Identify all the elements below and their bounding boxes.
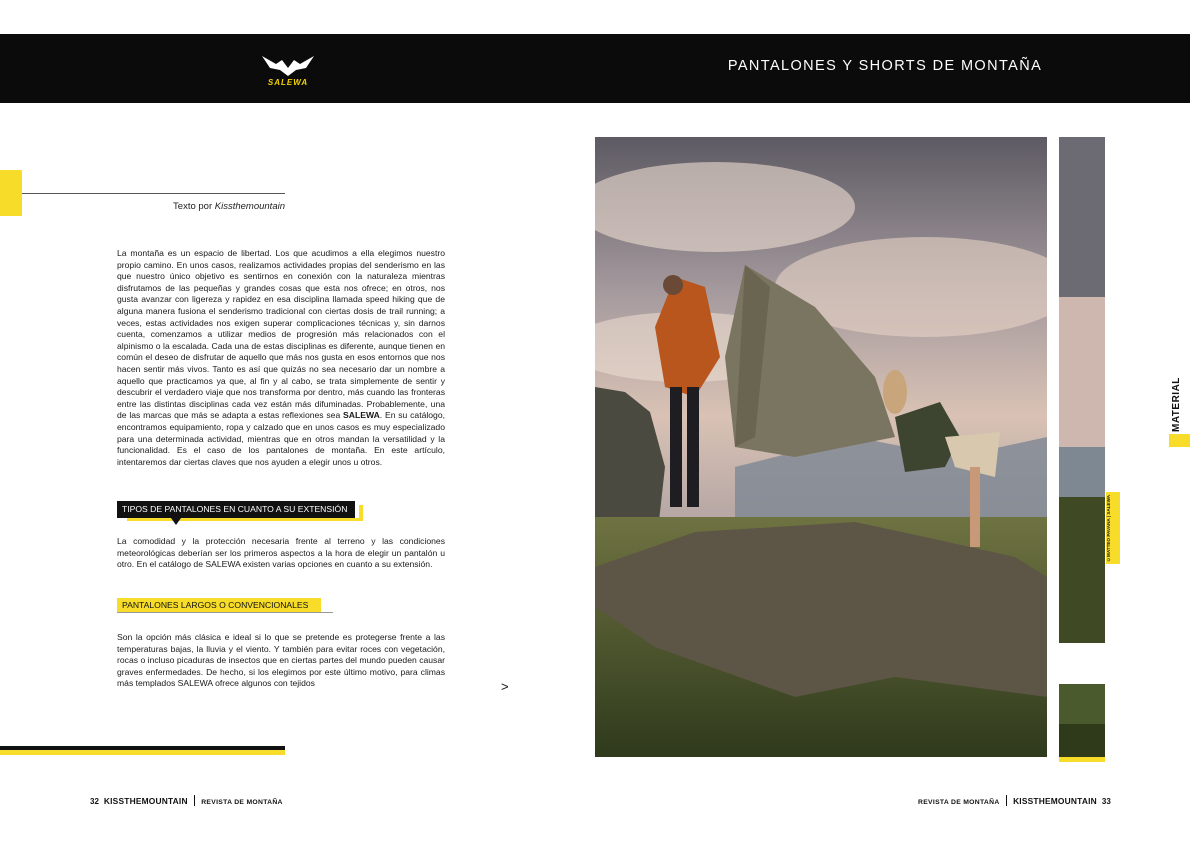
- footer-sub-right: REVISTA DE MONTAÑA: [918, 799, 1000, 806]
- intro-paragraph: [117, 248, 445, 468]
- page-number-right: 33: [1101, 797, 1111, 806]
- subheading-long-pants: PANTALONES LARGOS O CONVENCIONALES: [117, 598, 321, 612]
- section-heading-extension: TIPOS DE PANTALONES EN CUANTO A SU EXTENSIÓN: [117, 501, 355, 518]
- subheading-rule: [117, 612, 333, 613]
- footer-sub-left: REVISTA DE MONTAÑA: [201, 799, 283, 806]
- section-label-material: MATERIAL: [1171, 377, 1182, 432]
- author-name: Kissthemountain: [214, 201, 285, 212]
- material-yellow-tab: [1169, 434, 1190, 447]
- footer-right: [918, 795, 1116, 806]
- author-divider: [22, 193, 285, 194]
- side-photo-strip: [1059, 137, 1105, 643]
- logo-text: SALEWA: [267, 78, 309, 87]
- main-photo-tent: [595, 137, 1047, 757]
- intro-text: La montaña es un espacio de libertad. Los que acudimos a ella elegimos nuestro propio camino. En unos casos, realizamos actividades propias del senderismo en las que nuestro único objetivo es sentirnos en conexión con la naturaleza mientras disfrutamos de las pequeñas y grandes cosas que esta nos ofrece; en otros, nos gusta avanzar con ligereza y rapidez en esa disciplina llamada speed hiking que de alguna manera fusiona el senderismo tradicional con ciertas dosis de trail running; a veces, estas actividades nos exigen superar complicaciones técnicas y, sin darnos cuenta, comenzamos a utilizar medios de progresión más relacionados con el alpinismo o la escalada. Cada una de estas disciplinas es diferente, aunque tienen en común el deseo de disfrutar de aquello que más nos gusta en esos entornos que nos hacen sentir más vivos. Tanto es así que quizás no sea necesario dar un nombre a aquello que practicamos ya que, al fin y al cabo, se trata simplemente de sentir y descubrir el verdadero viaje que nos transforma por dentro, más cuando las fronteras entre las distintas disciplinas cada vez están más difuminadas. Probablemente, una de las marcas que más se adapta a estas reflexiones sea: [117, 248, 445, 421]
- strip-yellow-accent: [1059, 757, 1105, 762]
- paragraph-comfort: La comodidad y la protección necesaria frente al terreno y las condiciones meteorológicas deberían ser los primeros aspectos a la hora de elegir un pantalón u otro. En el catálogo de SALEWA existen varias opciones en cuanto a su extensión.: [117, 536, 445, 570]
- side-photo-detail: [1059, 684, 1105, 757]
- heading-accent-bottom: [127, 518, 363, 521]
- page-number-left: 32: [90, 797, 99, 806]
- footer-brand-left: KISSTHEMOUNTAIN: [103, 796, 188, 806]
- footer-separator: [1006, 795, 1008, 806]
- footer-separator: [194, 795, 196, 806]
- photo-credit: ©MATTEO PAVANA | SALEWA: [1106, 494, 1111, 562]
- continue-arrow-icon: >: [501, 679, 509, 694]
- bottom-bar-yellow: [0, 750, 285, 755]
- yellow-accent-tab: [0, 170, 22, 216]
- footer-left: [85, 795, 283, 806]
- section-title: PANTALONES Y SHORTS DE MONTAÑA: [727, 58, 1043, 74]
- intro-end: . En su catálogo, encontramos equipamiento, ropa y calzado que en unos casos es muy especializado para una determinada actividad, mientras que en otros mandan la versatilidad y la funcionalidad. Es el caso de los pantalones de montaña. En este artículo, intentaremos dar ciertas claves que nos ayuden a elegir unos u otros.: [117, 410, 446, 467]
- heading-pointer: [171, 518, 181, 525]
- author-credit: [120, 201, 285, 212]
- footer-brand-right: KISSTHEMOUNTAIN: [1013, 796, 1097, 806]
- paragraph-long-pants: Son la opción más clásica e ideal si lo que se pretende es protegerse frente a las temperaturas bajas, la lluvia y el viento. Y también para evitar roces con vegetación, rocas o incluso picaduras de insectos que en ciertas partes del mundo pueden causar graves enfermedades. De hecho, si los elegimos por este último motivo, para climas más templados SALEWA ofrece algunos con tejidos: [117, 632, 445, 689]
- author-prefix: Texto por: [173, 201, 213, 212]
- intro-brand: SALEWA: [343, 410, 380, 421]
